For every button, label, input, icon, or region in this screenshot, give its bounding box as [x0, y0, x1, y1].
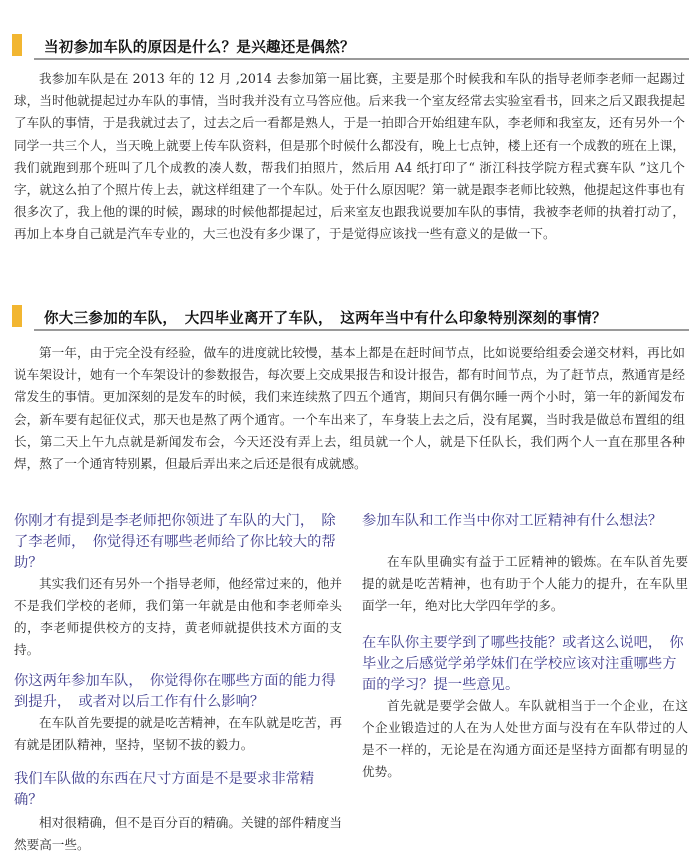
answer-text: 在车队首先要提的就是吃苦精神，在车队就是吃苦，再有就是团队精神，坚持，坚韧不拔的毅力。 [14, 715, 342, 752]
question-heading: 参加车队和工作当中你对工匠精神有什么想法？ [362, 513, 663, 529]
section-header-1 [12, 32, 689, 60]
section-divider [34, 58, 689, 60]
section-title-1: 当初参加车队的原因是什么？是兴趣还是偶然？ [44, 40, 355, 56]
section-header-2 [12, 303, 689, 331]
answer-text: 在车队里确实有益于工匠精神的锻炼。在车队首先要提的就是吃苦精神，也有助于个人能力的提升，在车队里面学一年，绝对比大学四年学的多。 [362, 554, 688, 613]
section-body-1: 我参加车队是在 2013 年的 12 月 ,2014 去参加第一届比赛，主要是那个时候我和车队的指导老师李老师一起踢过球，当时他就提起过办车队的事情，当时我并没有立马答应他。后来我一个室友经常去实验室看书，回来之后又跟我提起了车队的事情，于是我就过去了，过去之后一看都是熟人，于是一拍即合开始组建车队，李老师和我室友，还有另外一个同学一共三个人，当天晚上就要上传车队资料，但是那个时候什么都没有，晚上七点钟，楼上还有一个成教的班在上课，我们就跑到那个班叫了几个成教的凑人数，帮我们拍照片，然后用 A4 纸打印了“ 浙江科技学院方程式赛车队 ”这几个字，就这么拍了个照片传上去，就这样组建了一个车队。处于什么原因呢？第一就是跟李老师比较熟，他提起这件事也有很多次了，我上他的课的时候，踢球的时候他都提起过，后来室友也跟我说要加车队的事情，我被李老师的执着打动了，再加上本身自己就是汽车专业的，大三也没有多少课了，于是觉得应该找一些有意义的是做一下。 [14, 71, 685, 242]
answer-text: 相对很精确，但不是百分百的精确。关键的部件精度当然要高一些。 [14, 815, 342, 852]
question-heading: 我们车队做的东西在尺寸方面是不是要求非常精确？ [14, 771, 315, 808]
section-accent-bar [12, 305, 22, 327]
answer-text: 首先就是要学会做人。车队就相当于一个企业，在这个企业锻造过的人在为人处世方面与没有在车队带过的人是不一样的，无论是在沟通方面还是坚持方面都有明显的优势。 [362, 698, 688, 779]
question-heading: 在车队你主要学到了哪些技能？或者这么说吧， 你毕业之后感觉学弟学妹们在学校应该对注重哪些方面的学习？提一些意见。 [362, 635, 684, 693]
question-heading: 你这两年参加车队， 你觉得你在哪些方面的能力得到提升， 或者对以后工作有什么影响？ [14, 673, 336, 710]
answer-text: 其实我们还有另外一个指导老师，他经常过来的，他并不是我们学校的老师，我们第一年就是由他和李老师牵头的，李老师提供校方的支持，黄老师就提供技术方面的支持。 [14, 576, 342, 657]
question-heading: 你刚才有提到是李老师把你领进了车队的大门， 除了李老师， 你觉得还有哪些老师给了你比较大的帮助？ [14, 513, 336, 571]
section-body-2: 第一年，由于完全没有经验，做车的进度就比较慢，基本上都是在赶时间节点，比如说要给组委会递交材料，再比如说车架设计，她有一个车架设计的参数报告，每次要上交成果报告和设计报告，都有时间节点，为了赶节点，熬通宵是经常发生的事情。更加深刻的是发车的时候，我们来连续熬了四五个通宵，期间只有偶尔睡一两个小时，第一年的新闻发布会，新车要有起征仪式，那天也是熬了两个通宵。一个车出来了，车身装上去之后，没有尾翼，当时我是做总布置组的组长，第二天上午九点就是新闻发布会，今天还没有弄上去，组员就一个人，就是下任队长，我们两个人一直在那里各种焊，熬了一个通宵特别累，但最后弄出来之后还是很有成就感。 [14, 345, 685, 472]
section-title-2: 你大三参加的车队， 大四毕业离开了车队， 这两年当中有什么印象特别深刻的事情？ [44, 311, 607, 327]
section-divider [34, 329, 689, 331]
section-accent-bar [12, 34, 22, 56]
